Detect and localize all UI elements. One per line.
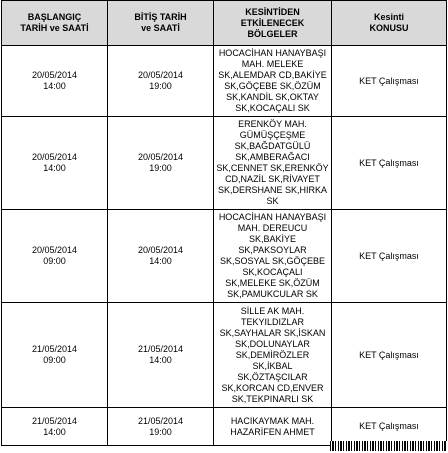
table-row [2,408,447,446]
header-regions: KESİNTİDEN ETKİLENECEK BÖLGELER [214,1,332,46]
end-cell: 21/05/2014 19:00 [108,408,214,446]
header-row [2,1,447,46]
subject-cell: KET Çalışması [332,46,447,117]
table-row [2,303,447,408]
outage-table [1,0,447,446]
start-cell: 20/05/2014 09:00 [2,210,108,303]
table-row [2,210,447,303]
start-cell: 21/05/2014 09:00 [2,303,108,408]
header-subject: Kesinti KONUSU [332,1,447,46]
regions-cell: HOCACİHAN HANAYBAŞI MAH. DEREUCU SK,BAKİYE SK,PAKSOYLAR SK,SOSYAL SK,GÖÇEBE SK,KOCAÇALI SK,MELEKE SK,ÖZÜM SK,PAMUKCULAR SK [214,210,332,303]
header-end: BİTİŞ TARİH ve SAATİ [108,1,214,46]
subject-cell: KET Çalışması [332,210,447,303]
start-cell: 21/05/2014 14:00 [2,408,108,446]
header-start: BAŞLANGIÇ TARİH ve SAATİ [2,1,108,46]
subject-cell: KET Çalışması [332,408,447,446]
end-cell: 21/05/2014 14:00 [108,303,214,408]
regions-cell: HOCACİHAN HANAYBAŞI MAH. MELEKE SK,ALEMDAR CD,BAKİYE SK,GÖÇEBE SK,ÖZÜM SK,KANDİL SK,OKTAY SK,KOCAÇALI SK [214,46,332,117]
end-cell: 20/05/2014 14:00 [108,210,214,303]
subject-cell: KET Çalışması [332,117,447,210]
start-cell: 20/05/2014 14:00 [2,117,108,210]
regions-cell: ERENKÖY MAH. GÜMÜŞÇEŞME SK,BAĞDATGÜLÜ SK,AMBERAĞACI SK,CENNET SK,ERENKÖY CD,NAZİL SK,RİVAYET SK,DERSHANE SK,HIRKA SK [214,117,332,210]
barcode [330,441,447,451]
start-cell: 20/05/2014 14:00 [2,46,108,117]
regions-cell: HACIKAYMAK MAH. HAZARİFEN AHMET [214,408,332,446]
table-row [2,46,447,117]
end-cell: 20/05/2014 19:00 [108,117,214,210]
table-row [2,117,447,210]
end-cell: 20/05/2014 19:00 [108,46,214,117]
subject-cell: KET Çalışması [332,303,447,408]
regions-cell: SİLLE AK MAH. TEKYILDIZLAR SK,SAYHALAR SK,İSKAN SK,DOLUNAYLAR SK,DEMİRÖZLER SK,İKBAL SK,ÖZTAŞCILAR SK,KORCAN CD,ENVER SK,TEKPINARLI SK [214,303,332,408]
